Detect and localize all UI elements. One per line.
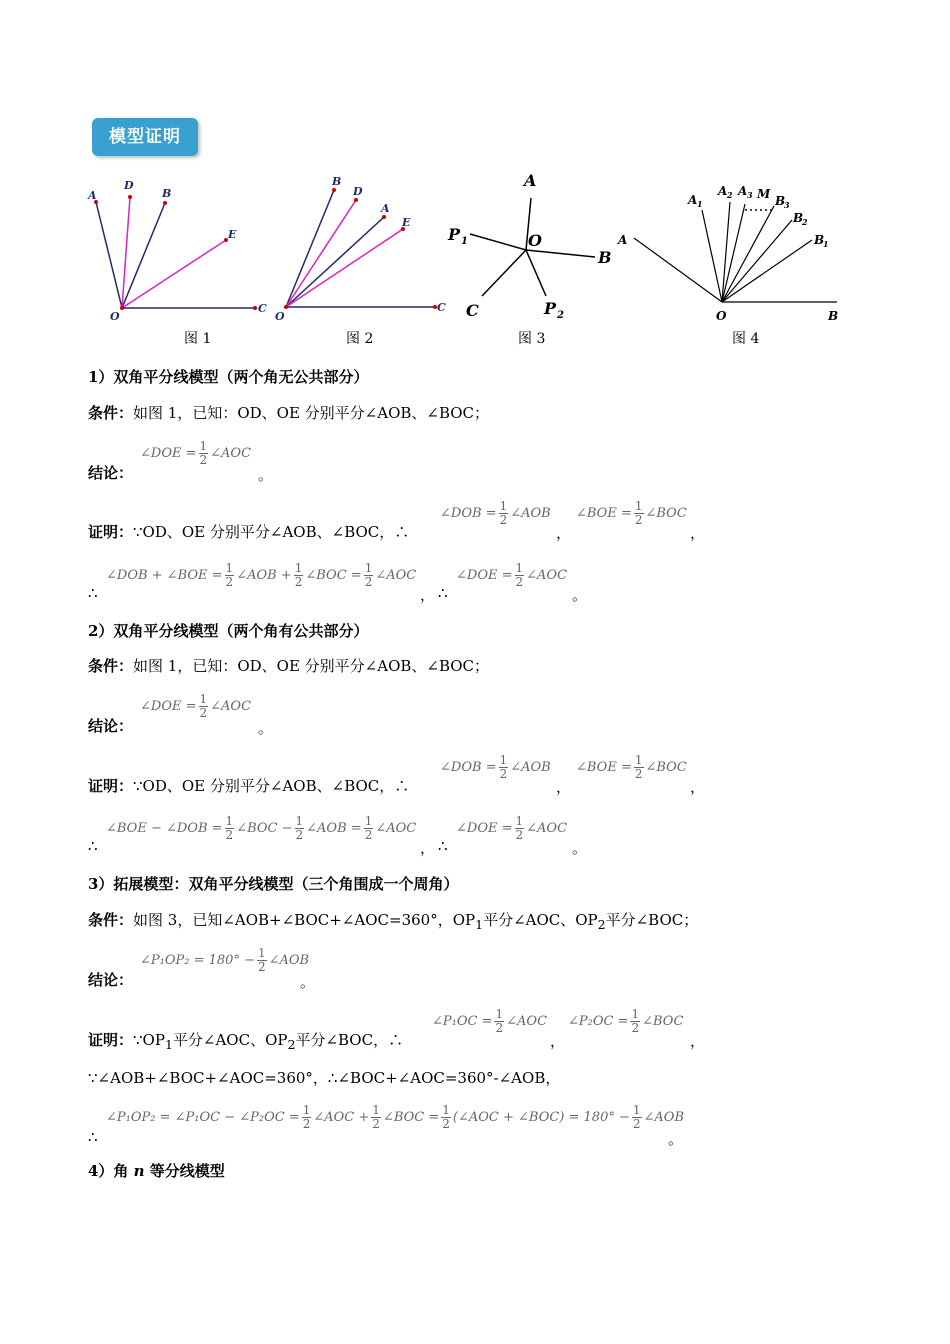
fig4-label-m: M: [757, 187, 771, 201]
fig4-label-b3-sub: 3: [784, 200, 790, 210]
s1-therefore-2: ∴: [438, 584, 448, 602]
fig4-label-b3: B: [775, 194, 786, 208]
fig4-label-b: B: [828, 309, 839, 323]
s2-conclusion-end: 。: [258, 719, 274, 737]
s3-sep-2: ，: [690, 1032, 706, 1050]
fig3-label-p1: P: [448, 225, 461, 244]
s1-sep-2: ，: [690, 524, 706, 542]
s1-conclusion-label: 结论：: [88, 464, 134, 482]
s3-conclusion-end: 。: [300, 973, 316, 991]
fig4-label-a: A: [618, 233, 628, 247]
figure-3: [440, 168, 630, 328]
fig3-label-p1-sub: 1: [461, 236, 468, 247]
fig4-label-a1: A: [688, 193, 698, 207]
fig2-label-o: O: [275, 310, 285, 322]
fig4-label-b1-sub: 1: [823, 239, 829, 249]
fig3-caption: 图 3: [518, 331, 546, 347]
s2-condition: 条件：如图 1，已知：OD、OE 分别平分∠AOB、∠BOC；: [88, 657, 490, 675]
fig4-label-o: O: [716, 309, 727, 323]
s1-proof-math-1: ∠DOB = $\frac{1}{2}$ ∠AOB: [440, 499, 551, 527]
fig3-label-o: O: [528, 231, 542, 250]
fig4-label-a1-sub: 1: [697, 199, 703, 209]
s2-proof-math-3: ∠BOE − ∠DOB = $\frac{1}{2}$ ∠BOC − $\frac{1}{2}$ ∠AOB = $\frac{1}{2}$ ∠AOC: [106, 814, 417, 842]
s4-heading: 4）角 n 等分线模型: [88, 1162, 225, 1180]
s2-proof-math-4: ∠DOE = $\frac{1}{2}$ ∠AOC: [456, 814, 568, 842]
s3-proof-math-1: ∠P₁OC = $\frac{1}{2}$ ∠AOC: [432, 1007, 548, 1035]
section-badge: 模型证明: [92, 118, 198, 156]
fig2-label-b: B: [332, 175, 342, 188]
fig4-label-b2: B: [793, 211, 804, 225]
fig4-label-a2: A: [718, 184, 728, 198]
s2-proof-math-1: ∠DOB = $\frac{1}{2}$ ∠AOB: [440, 753, 551, 781]
s2-conclusion-math: ∠DOE = $\frac{1}{2}$ ∠AOC: [140, 692, 252, 720]
fig3-label-p2-sub: 2: [557, 310, 564, 321]
s3-proof-math-2: ∠P₂OC = $\frac{1}{2}$ ∠BOC: [568, 1007, 684, 1035]
s1-conclusion-math: ∠DOE = $\frac{1}{2}$ ∠AOC: [140, 439, 252, 467]
s1-proof-math-4: ∠DOE = $\frac{1}{2}$ ∠AOC: [456, 561, 568, 589]
s3-therefore: ∴: [88, 1128, 98, 1146]
fig1-label-d: D: [124, 179, 134, 192]
s1-proof-math-3: ∠DOB + ∠BOE = $\frac{1}{2}$ ∠AOB + $\frac{1}{2}$ ∠BOC = $\frac{1}{2}$ ∠AOC: [106, 561, 417, 589]
fig1-caption: 图 1: [184, 331, 212, 347]
fig4-label-a3: A: [738, 184, 748, 198]
fig3-label-b: B: [598, 248, 612, 267]
fig3-label-a: A: [524, 171, 537, 190]
s3-heading: 3）拓展模型：双角平分线模型（三个角围成一个周角）: [88, 875, 459, 893]
fig1-label-a: A: [88, 189, 97, 202]
s1-proof: 证明：∵OD、OE 分别平分∠AOB、∠BOC，∴: [88, 523, 410, 541]
s3-conclusion-label: 结论：: [88, 971, 134, 989]
fig4-label-b1: B: [814, 233, 825, 247]
figure-4: [612, 180, 852, 325]
s1-therefore: ∴: [88, 584, 98, 602]
s3-line-2: ∵∠AOB+∠BOC+∠AOC=360°，∴∠BOC+∠AOC=360°-∠AOB，: [88, 1069, 561, 1087]
fig4-label-a2-sub: 2: [727, 190, 733, 200]
s2-conclusion-label: 结论：: [88, 717, 134, 735]
s2-therefore: ∴: [88, 837, 98, 855]
fig4-caption: 图 4: [732, 331, 760, 347]
fig2-caption: 图 2: [346, 331, 374, 347]
s3-end: 。: [668, 1130, 684, 1148]
fig1-label-e: E: [228, 228, 237, 241]
fig2-label-e: E: [402, 216, 411, 229]
fig1-label-b: B: [162, 187, 172, 200]
fig1-label-c: C: [258, 302, 267, 315]
s2-heading: 2）双角平分线模型（两个角有公共部分）: [88, 622, 369, 640]
s1-sep-1: ，: [556, 524, 572, 542]
s3-sep-1: ，: [550, 1032, 566, 1050]
s3-condition: 条件：如图 3，已知∠AOB+∠BOC+∠AOC=360°，$OP_1$平分∠AOC、$OP_2$平分∠BOC；: [88, 911, 699, 932]
s3-proof: 证明：$\because OP_1$平分∠AOC、$OP_2$平分∠BOC，∴: [88, 1031, 404, 1052]
s1-heading: 1）双角平分线模型（两个角无公共部分）: [88, 368, 369, 386]
s1-conclusion-end: 。: [258, 466, 274, 484]
s1-proof-math-2: ∠BOE = $\frac{1}{2}$ ∠BOC: [576, 499, 687, 527]
fig3-label-c: C: [466, 301, 479, 320]
s1-end: 。: [572, 586, 588, 604]
figure-2: [272, 172, 462, 322]
fig2-label-a: A: [381, 202, 390, 215]
s2-end: 。: [572, 839, 588, 857]
s2-sep-3: ，: [420, 839, 436, 857]
fig4-label-a3-sub: 3: [747, 190, 753, 200]
figure-1: [80, 175, 280, 325]
s3-proof-math-long: ∠P₁OP₂ = ∠P₁OC − ∠P₂OC = $\frac{1}{2}$ ∠AOC + $\frac{1}{2}$ ∠BOC = $\frac{1}{2}$ (∠AOC + ∠BOC) = 180° − $\frac{1}{2}$ ∠AOB: [106, 1103, 685, 1131]
s2-proof-math-2: ∠BOE = $\frac{1}{2}$ ∠BOC: [576, 753, 687, 781]
s1-sep-3: ，: [420, 586, 436, 604]
s1-condition: 条件：如图 1，已知：OD、OE 分别平分∠AOB、∠BOC；: [88, 404, 490, 422]
s2-sep-1: ，: [556, 778, 572, 796]
fig2-label-d: D: [353, 185, 363, 198]
fig3-label-p2: P: [544, 299, 557, 318]
s3-conclusion-math: ∠P₁OP₂ = 180° − $\frac{1}{2}$ ∠AOB: [140, 946, 310, 974]
s2-proof: 证明：∵OD、OE 分别平分∠AOB、∠BOC，∴: [88, 777, 410, 795]
fig4-label-b2-sub: 2: [802, 217, 808, 227]
fig2-label-c: C: [437, 301, 446, 314]
fig1-label-o: O: [110, 310, 120, 323]
s2-therefore-2: ∴: [438, 837, 448, 855]
s2-sep-2: ，: [690, 778, 706, 796]
